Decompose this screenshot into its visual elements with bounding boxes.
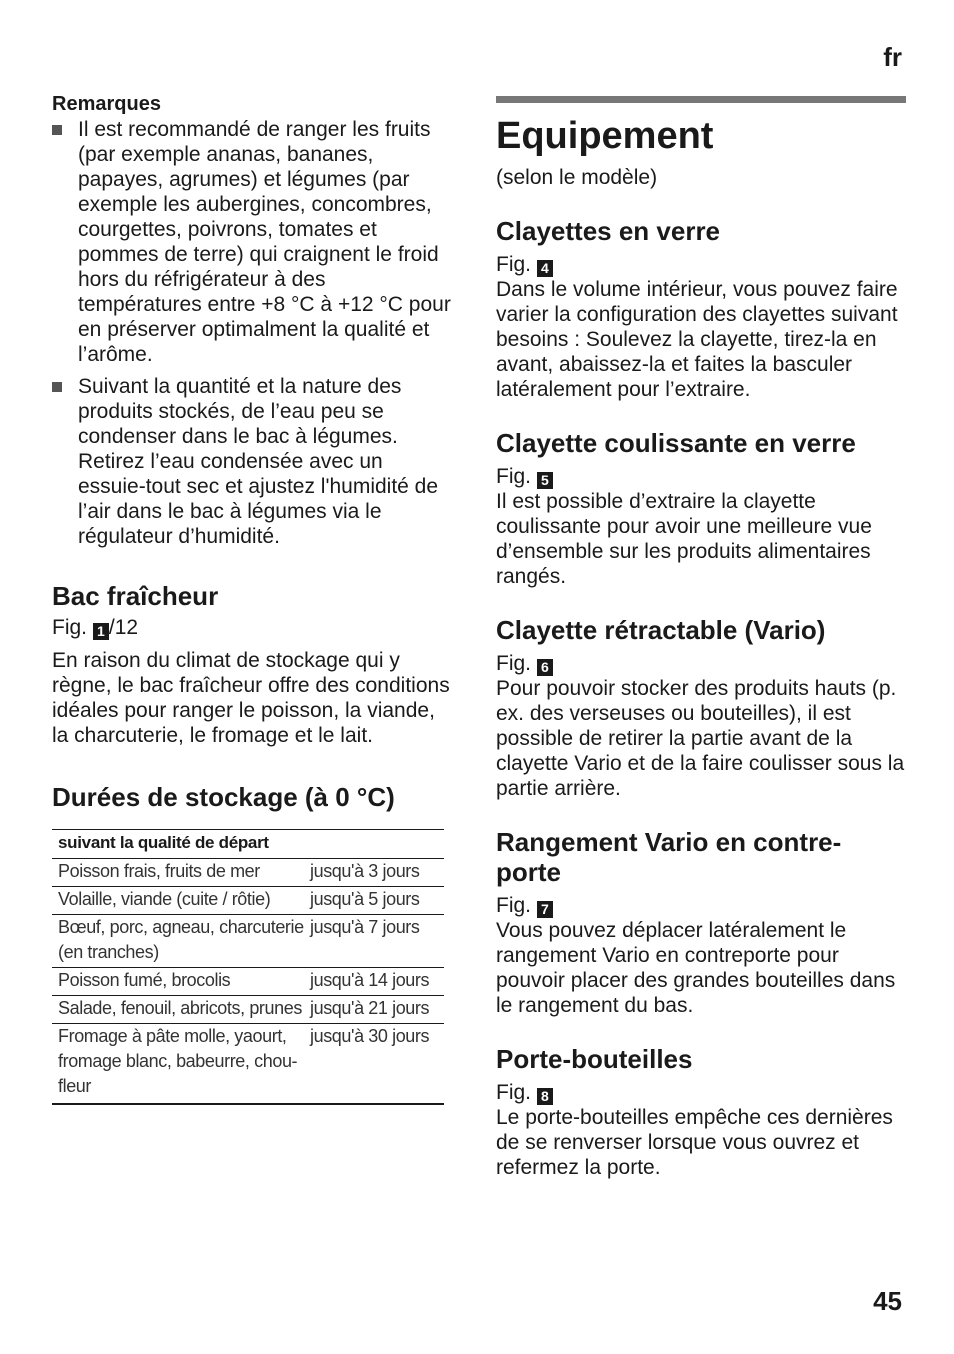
fig-prefix: Fig. [496,465,532,488]
figure-reference [496,651,906,676]
page-number: 45 [873,1286,902,1316]
page-subtitle: (selon le modèle) [496,166,658,189]
remarks-list [52,117,454,549]
section-title-durees: Durées de stockage (à 0 °C) [52,782,395,812]
table-header: suivant la qualité de départ [52,830,444,859]
section-title-rangement: Rangement Vario en contre-porte [496,827,842,887]
figure-number-badge: 1 [93,623,109,640]
section-title-clayettes: Clayettes en verre [496,216,721,246]
table-row [52,915,444,968]
fig-prefix: Fig. [496,1081,532,1104]
duration-cell: jusqu'à 21 jours [304,996,444,1024]
fig-prefix: Fig. [52,616,88,639]
product-cell: Salade, fenouil, abricots, prunes [52,996,304,1024]
square-bullet-icon [52,125,62,135]
section-title-bac: Bac fraîcheur [52,581,219,611]
product-cell: Poisson fumé, brocolis [52,968,304,996]
section-title-porte-bouteilles: Porte-bouteilles [496,1044,693,1074]
table-row [52,968,444,996]
section-title-retractable: Clayette rétractable (Vario) [496,615,826,645]
table-row [52,1024,444,1105]
duration-cell: jusqu'à 5 jours [304,887,444,915]
product-cell: Volaille, viande (cuite / rôtie) [52,887,304,915]
storage-duration-table [52,829,444,1105]
fig-suffix: /12 [108,616,139,639]
duration-cell: jusqu'à 3 jours [304,859,444,887]
figure-number-badge: 4 [537,260,553,277]
figure-reference [496,893,906,918]
section-title-coulissante: Clayette coulissante en verre [496,428,856,458]
product-cell: Poisson frais, fruits de mer [52,859,304,887]
fig-prefix: Fig. [496,894,532,917]
table-row [52,887,444,915]
remark-text: Suivant la quantité et la nature des produits stockés, de l’eau peu se condenser dans le bac à légumes. Retirez l’eau condensée avec un essuie-tout sec et ajustez l'humidité de l’air dans le bac à légumes via le régulateur d’humidité. [78,375,439,548]
product-cell: Fromage à pâte molle, yaourt, fromage blanc, babeurre, chou-fleur [52,1024,304,1105]
duration-cell: jusqu'à 30 jours [304,1024,444,1105]
figure-number-badge: 5 [537,472,553,489]
section-text: Dans le volume intérieur, vous pouvez faire varier la configuration des clayettes suivant besoins : Soulevez la clayette, tirez-la en avant, abaissez-la et faites la basculer latéralement pour l’extraire. [496,278,898,401]
product-cell: Bœuf, porc, agneau, charcuterie (en tranches) [52,915,304,968]
duration-cell: jusqu'à 7 jours [304,915,444,968]
remark-item [52,117,454,367]
left-column [52,91,454,1105]
figure-number-badge: 6 [537,659,553,676]
remark-item [52,374,454,549]
remarks-title: Remarques [52,93,161,115]
remark-text: Il est recommandé de ranger les fruits (par exemple ananas, bananes, papayes, agrumes) et légumes (par exemple les aubergines, concombres, courgettes, poivrons, tomates et pommes de terre) qui craignent le froid hors du réfrigérateur à des températures entre +8 °C à +12 °C pour en préserver optimalment la qualité et l’arôme. [78,118,451,366]
language-code: fr [883,42,902,72]
section-text: Le porte-bouteilles empêche ces dernières de se renverser lorsque vous ouvrez et refermez la porte. [496,1106,893,1179]
figure-reference [52,615,454,640]
figure-number-badge: 7 [537,901,553,918]
figure-reference [496,464,906,489]
section-text: Vous pouvez déplacer latéralement le rangement Vario en contreporte pour pouvoir placer des grandes bouteilles dans le rangement du bas. [496,919,896,1017]
table-row [52,859,444,887]
figure-reference [496,252,906,277]
right-column [496,96,906,1180]
fig-prefix: Fig. [496,652,532,675]
page-title: Equipement [496,115,714,157]
square-bullet-icon [52,382,62,392]
section-text: Il est possible d’extraire la clayette coulissante pour avoir une meilleure vue d’ensemble sur les produits alimentaires rangés. [496,490,872,588]
duration-cell: jusqu'à 14 jours [304,968,444,996]
table-row [52,996,444,1024]
figure-reference [496,1080,906,1105]
fig-prefix: Fig. [496,253,532,276]
figure-number-badge: 8 [537,1088,553,1105]
bac-description: En raison du climat de stockage qui y règne, le bac fraîcheur offre des conditions idéales pour ranger le poisson, la viande, la charcuterie, le fromage et le lait. [52,649,450,747]
section-text: Pour pouvoir stocker des produits hauts (p. ex. des verseuses ou bouteilles), il est possible de retirer la partie avant de la clayette Vario et de la faire coulisser sous la partie arrière. [496,677,905,800]
section-divider [496,96,906,103]
